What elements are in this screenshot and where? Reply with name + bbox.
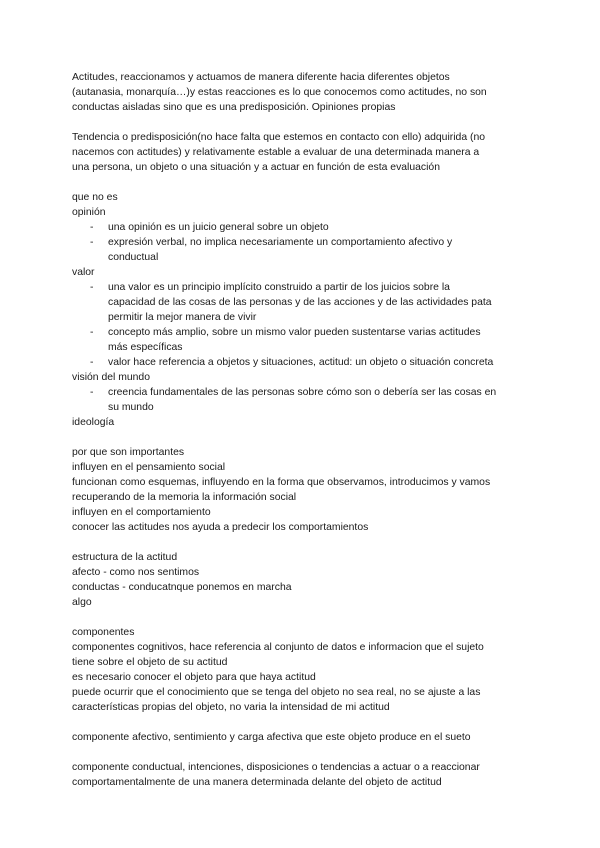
term-valor: valor	[72, 267, 95, 278]
term-ideologia: ideología	[72, 417, 115, 428]
definition-line: nacemos con actitudes) y relativamente estable a evaluar de una determinada manera a	[72, 147, 480, 158]
section-heading-components: componentes	[72, 627, 135, 638]
bullet-text: expresión verbal, no implica necesariamente un comportamiento afectivo y	[108, 237, 453, 248]
bullet-text: una opinión es un juicio general sobre un objeto	[108, 222, 329, 233]
section-heading-structure: estructura de la actitud	[72, 552, 178, 563]
importance-line: conocer las actitudes nos ayuda a predecir los comportamientos	[72, 522, 369, 533]
components-line: características propias del objeto, no varia la intensidad de mi actitud	[72, 702, 390, 713]
bullet-text: una valor es un principio implícito construido a partir de los juicios sobre la	[108, 282, 450, 293]
components-behavioral: componente conductual, intenciones, disposiciones o tendencias a actuar o a reaccionar	[72, 762, 480, 773]
bullet-item	[72, 235, 532, 265]
importance-line: influyen en el comportamiento	[72, 507, 211, 518]
bullet-dash: -	[90, 237, 94, 248]
bullet-item	[72, 385, 532, 415]
bullet-item	[72, 220, 532, 235]
bullet-dash: -	[90, 327, 94, 338]
components-behavioral: comportamentalmente de una manera determinada delante del objeto de actitud	[72, 777, 442, 788]
importance-line: recuperando de la memoria la información social	[72, 492, 297, 503]
structure-line: afecto - como nos sentimos	[72, 567, 200, 578]
components-affective: componente afectivo, sentimiento y carga afectiva que este objeto produce en el sueto	[72, 732, 471, 743]
term-vision: visión del mundo	[72, 372, 150, 383]
bullet-item	[72, 325, 532, 355]
bullet-text: valor hace referencia a objetos y situaciones, actitud: un objeto o situación concreta	[108, 357, 494, 368]
intro-line: Actitudes, reaccionamos y actuamos de manera diferente hacia diferentes objetos	[72, 72, 450, 83]
bullet-dash: -	[90, 282, 94, 293]
importance-line: influyen en el pensamiento social	[72, 462, 226, 473]
components-line: puede ocurrir que el conocimiento que se tenga del objeto no sea real, no se ajuste a las	[72, 687, 481, 698]
importance-line: funcionan como esquemas, influyendo en la forma que observamos, introducimos y vamos	[72, 477, 491, 488]
document-page	[72, 70, 532, 790]
definition-line: una persona, un objeto o una situación y a actuar en función de esta evaluación	[72, 162, 440, 173]
components-line: es necesario conocer el objeto para que haya actitud	[72, 672, 316, 683]
bullet-text: su mundo	[108, 402, 154, 413]
bullet-item	[72, 280, 532, 325]
bullet-dash: -	[90, 357, 94, 368]
bullet-text: conductual	[108, 252, 159, 263]
bullet-dash: -	[90, 387, 94, 398]
intro-line: (autanasia, monarquía…)y estas reacciones es lo que conocemos como actitudes, no son	[72, 87, 487, 98]
bullet-dash: -	[90, 222, 94, 233]
bullet-text: creencia fundamentales de las personas sobre cómo son o debería ser las cosas en	[108, 387, 497, 398]
components-line: componentes cognitivos, hace referencia al conjunto de datos e informacion que el sujeto	[72, 642, 484, 653]
structure-line: algo	[72, 597, 92, 608]
bullet-item	[72, 355, 532, 370]
components-line: tiene sobre el objeto de su actitud	[72, 657, 228, 668]
term-opinion: opinión	[72, 207, 106, 218]
intro-line: conductas aisladas sino que es una predisposición. Opiniones propias	[72, 102, 396, 113]
bullet-text: capacidad de las cosas de las personas y de las acciones y de las actividades pata	[108, 297, 492, 308]
bullet-text: más específicas	[108, 342, 183, 353]
structure-line: conductas - conducatnque ponemos en marcha	[72, 582, 292, 593]
section-heading-what-not: que no es	[72, 192, 118, 203]
bullet-text: permitir la mejor manera de vivir	[108, 312, 257, 323]
bullet-text: concepto más amplio, sobre un mismo valor pueden sustentarse varias actitudes	[108, 327, 481, 338]
definition-line: Tendencia o predisposición(no hace falta que estemos en contacto con ello) adquirida (no	[72, 132, 486, 143]
section-heading-importance: por que son importantes	[72, 447, 185, 458]
